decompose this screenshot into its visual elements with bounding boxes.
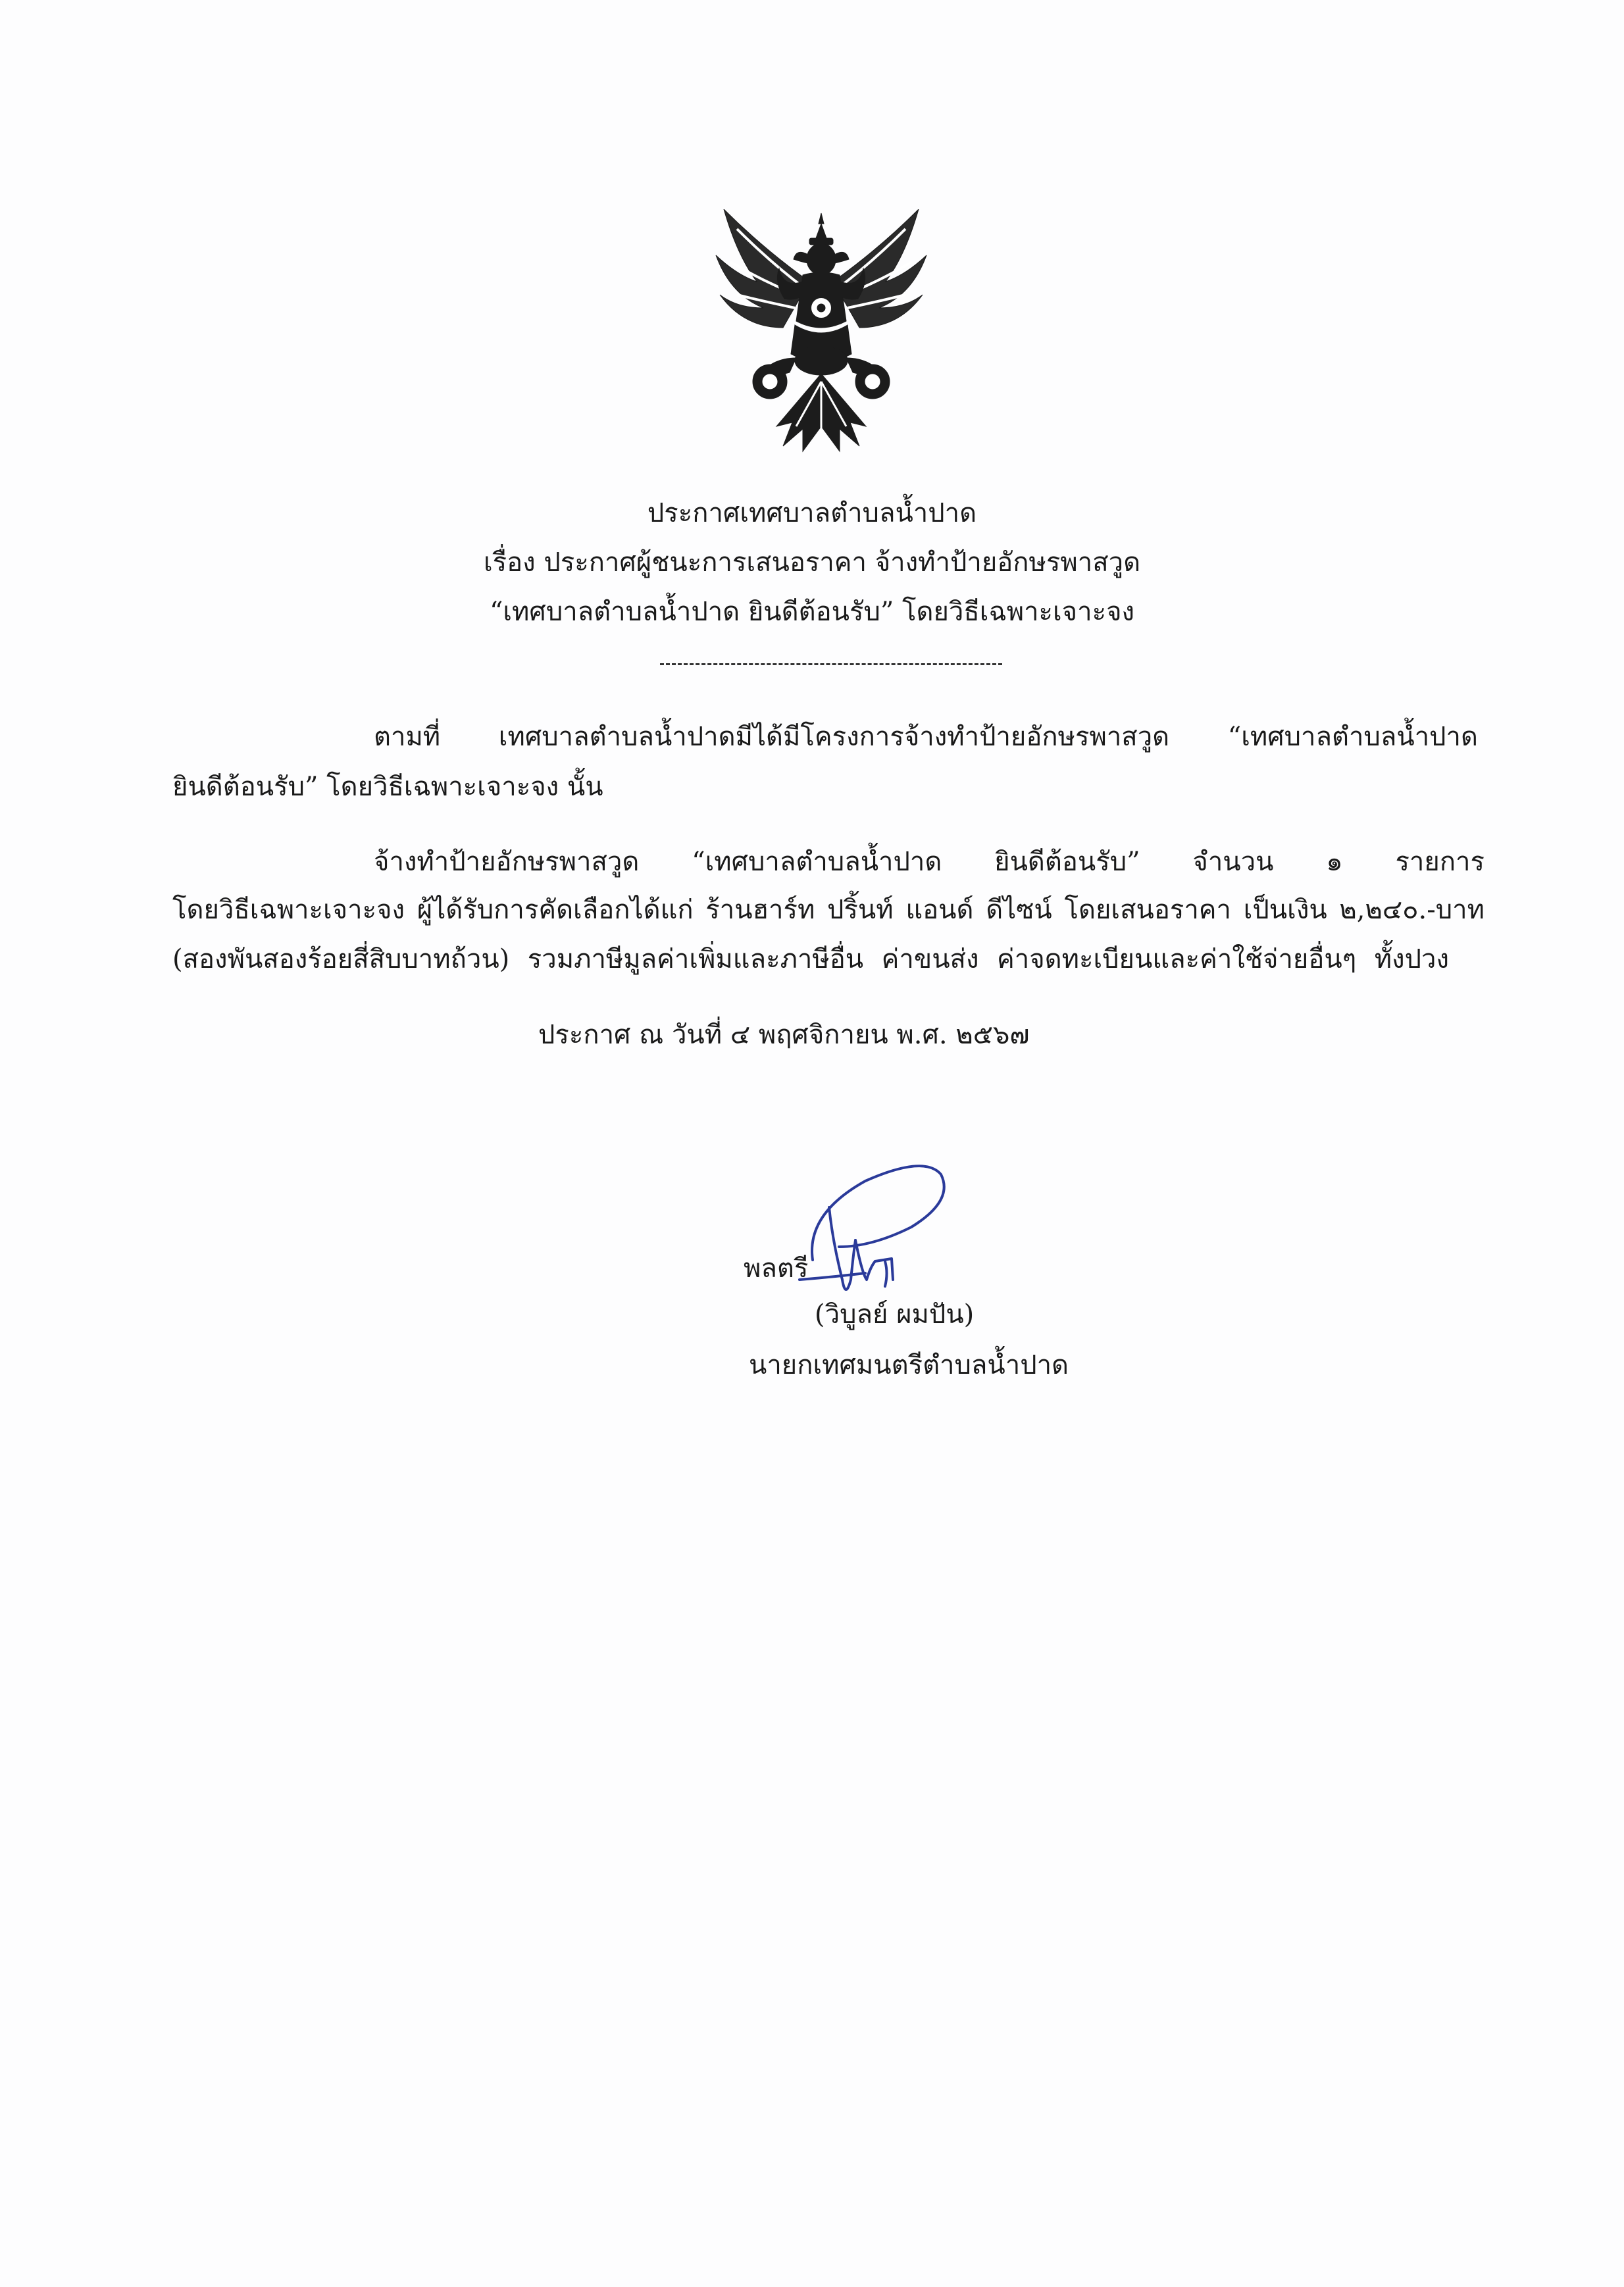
signatory-rank: พลตรี [744, 1253, 809, 1284]
announcement-date: ประกาศ ณ วันที่ ๔ พฤศจิกายน พ.ศ. ๒๕๖๗ [538, 1020, 1030, 1050]
signatory-name: (วิบูลย์ ผมปัน) [815, 1299, 975, 1330]
signature-icon [793, 1148, 957, 1306]
paragraph-2-line-1: จ้างทำป้ายอักษรพาสวูด “เทศบาลตำบลน้ำปาด ยินดีต้อนรับ” จำนวน ๑ รายการ [374, 847, 1484, 877]
garuda-emblem-icon [711, 209, 932, 453]
subject-line-2: “เทศบาลตำบลน้ำปาด ยินดีต้อนรับ” โดยวิธีเฉพาะเจาะจง [489, 597, 1135, 627]
page-title: ประกาศเทศบาลตำบลน้ำปาด [647, 498, 977, 528]
paragraph-1-line-2: ยินดีต้อนรับ” โดยวิธีเฉพาะเจาะจง นั้น [172, 772, 603, 802]
subject-line: เรื่อง ประกาศผู้ชนะการเสนอราคา จ้างทำป้ายอักษรพาสวูด [483, 547, 1141, 578]
paragraph-2-line-2: โดยวิธีเฉพาะเจาะจง ผู้ได้รับการคัดเลือกได้แก่ ร้านฮาร์ท ปริ้นท์ แอนด์ ดีไซน์ โดยเสนอราคา เป็นเงิน ๒,๒๔๐.-บาท [172, 895, 1484, 925]
signatory-position: นายกเทศมนตรีตำบลน้ำปาด [749, 1350, 1069, 1380]
paragraph-1-line-1: ตามที่ เทศบาลตำบลน้ำปาดมีได้มีโครงการจ้างทำป้ายอักษรพาสวูด “เทศบาลตำบลน้ำปาด [374, 722, 1478, 752]
paragraph-2-line-3: (สองพันสองร้อยสี่สิบบาทถ้วน) รวมภาษีมูลค่าเพิ่มและภาษีอื่น ค่าขนส่ง ค่าจดทะเบียนและค่าใช้จ่ายอื่นๆ ทั้งปวง [172, 944, 1449, 974]
divider [660, 663, 1002, 665]
